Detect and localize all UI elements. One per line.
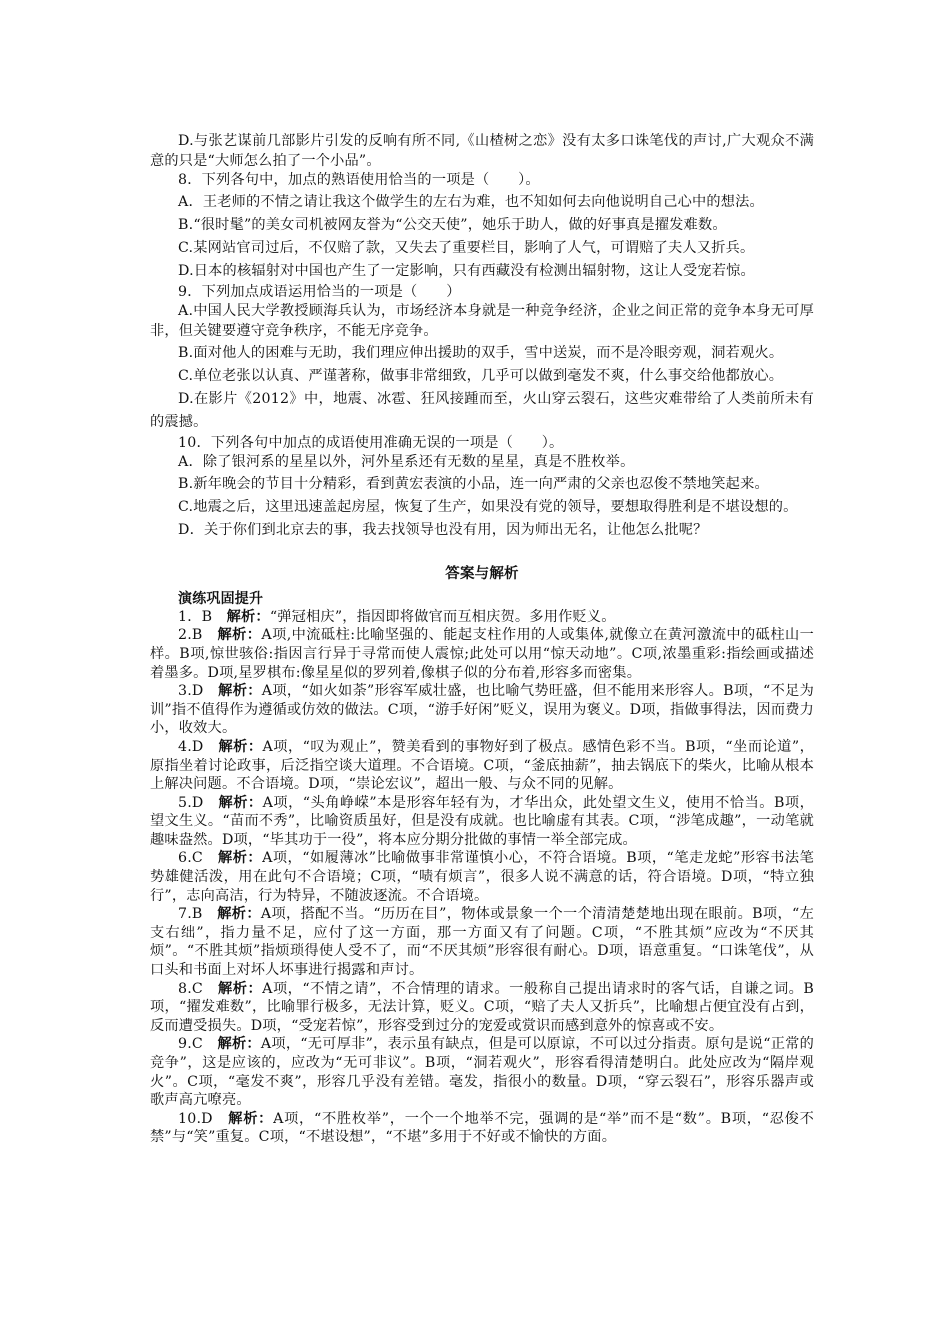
answer-text: A项，“如履薄冰”比喻做事非常谨慎小心，不符合语境。B项，“笔走龙蛇”形容书法笔势雄健活泼，用在此句不合语境；C项，“啧有烦言”，很多人说不满意的话，符合语境。D项，“特立独行”，志向高洁，行为特异，不随波逐流。不合语境。 (150, 850, 814, 904)
answer-label: 解析： (218, 683, 262, 700)
answers-subheading: 演练巩固提升 (178, 590, 264, 607)
answer-text: A项，“不情之请”，不合情理的请求。一般称自己提出请求时的客气话，自谦之词。B项，“擢发难数”，比喻罪行极多，无法计算，贬义。C项，“赔了夫人又折兵”，比喻想占便宜没有占到，反而遭受损失。D项，“受宠若惊”，形容受到过分的宠爱或赏识而感到意外的惊喜或不安。 (150, 980, 814, 1034)
question-8-option-d: D.日本的核辐射对中国也产生了一定影响，只有西藏没有检测出辐射物，这让人受宠若惊。 (178, 262, 755, 279)
answer-text: A项,中流砥柱:比喻坚强的、能起支柱作用的人或集体,就像立在黄河激流中的砥柱山一样。B项,惊世骇俗:指因言行异于寻常而使人震惊;此处可以用“惊天动地”。C项,浓墨重彩:指绘画或描述着墨多。D项,星罗棋布:像星星似的罗列着,像棋子似的分布着,形容多而密集。 (150, 627, 814, 681)
answer-text: A项，“无可厚非”，表示虽有缺点，但是可以原谅，不可以过分指责。原句是说“正常的竞争”，这是应该的，应改为“无可非议”。B项，“洞若观火”，形容看得清楚明白。此处应改为“隔岸观火”。C项，“毫发不爽”，形容几乎没有差错。毫发，指很小的数量。D项，“穿云裂石”，形容乐器声或歌声高亢嘹亮。 (150, 1036, 815, 1109)
answer-text: A项，搭配不当。“历历在目”，物体或景象一个一个清清楚楚地出现在眼前。B项，“左支右绌”，指力量不足，应付了这一方面，那一方面又有了问题。C项，“不胜其烦”应改为“不厌其烦”。“不胜其烦”指烦琐得使人受不了，而“不厌其烦”形容很有耐心。D项，语意重复。“口诛笔伐”，从口头和书面上对坏人坏事进行揭露和声讨。 (150, 906, 814, 979)
question-8-option-c: C.某网站官司过后，不仅赔了款，又失去了重要栏目，影响了人气，可谓赔了夫人又折兵。 (178, 239, 755, 256)
answer-number: 6.C (178, 850, 218, 867)
answer-item (150, 905, 814, 979)
question-10-stem: 10．下列各句中加点的成语使用准确无误的一项是（ ）。 (178, 434, 564, 451)
answer-number: 5.D (178, 794, 219, 811)
answer-item (150, 980, 814, 1036)
answer-label: 解析： (218, 794, 263, 811)
answer-text: “弹冠相庆”，指因即将做官而互相庆贺。多用作贬义。 (269, 608, 616, 625)
answer-item (150, 738, 814, 794)
answer-item (150, 1110, 814, 1147)
answers-list (150, 608, 814, 1147)
answer-text: A项，“不胜枚举”，一个一个地举不完，强调的是“举”而不是“数”。B项，“忍俊不禁”与“笑”重复。C项，“不堪设想”，“不堪”多用于不好或不愉快的方面。 (150, 1110, 814, 1146)
answer-item (150, 1035, 814, 1109)
answer-label: 解析： (217, 1036, 261, 1053)
answer-item (150, 608, 814, 627)
question-8d-option: D.与张艺谋前几部影片引发的反响有所不同,《山楂树之恋》没有太多口诛笔伐的声讨,广大观众不满意的只是“大师怎么拍了一个小品”。 (150, 133, 814, 169)
answer-label: 解析： (228, 1110, 274, 1127)
answer-text: A项，“叹为观止”，赞美看到的事物好到了极点。感情色彩不当。B项，“坐而论道”，原指坐着讨论政事，后泛指空谈大道理。不合语境。C项，“釜底抽薪”，抽去锅底下的柴火，比喻从根本上解决问题。不合语境。D项，“崇论宏议”，超出一般、与众不同的见解。 (150, 738, 814, 793)
question-9-stem: 9．下列加点成语运用恰当的一项是（ ） (178, 283, 461, 300)
answer-number: 4.D (178, 738, 219, 755)
answer-label: 解析： (218, 738, 263, 755)
question-9-option-c: C.单位老张以认真、严谨著称，做事非常细致，几乎可以做到毫发不爽，什么事交给他都放心。 (178, 367, 784, 384)
answer-item (150, 626, 814, 682)
answer-text: A项，“头角峥嵘”本是形容年轻有为，才华出众，此处望文生义，使用不恰当。B项，望文生义。“苗而不秀”，比喻资质虽好，但是没有成就。也比喻虚有其表。C项，“涉笔成趣”，一动笔就趣味盎然。D项，“毕其功于一役”，将本应分期分批做的事情一举全部完成。 (150, 794, 815, 848)
answer-number: 8.C (178, 980, 219, 997)
answer-number: 1．B (178, 608, 227, 625)
question-9-option-d: D.在影片《2012》中，地震、冰雹、狂风接踵而至，火山穿云裂石，这些灾难带给了人类前所未有的震撼。 (150, 390, 814, 430)
answer-label: 解析： (217, 906, 261, 923)
answer-number: 3.D (178, 683, 219, 700)
answers-heading: 答案与解析 (445, 565, 519, 582)
answer-label: 解析： (226, 608, 270, 625)
question-8-option-a: A．王老师的不情之请让我这个做学生的左右为难，也不知如何去向他说明自己心中的想法。 (178, 193, 764, 210)
answer-label: 解析： (217, 627, 262, 644)
document-body (150, 132, 814, 1147)
answer-item (150, 794, 814, 850)
question-9-option-b: B.面对他人的困难与无助，我们理应伸出援助的双手，雪中送炭，而不是冷眼旁观，洞若观火。 (178, 344, 784, 361)
answer-label: 解析： (218, 850, 263, 867)
answer-item (150, 849, 814, 905)
question-8-stem: 8．下列各句中，加点的熟语使用恰当的一项是（ ）。 (178, 172, 540, 189)
answer-number: 10.D (178, 1110, 229, 1127)
question-10-option-a: A．除了银河系的星星以外，河外星系还有无数的星星，真是不胜枚举。 (178, 454, 635, 471)
answer-number: 9.C (178, 1036, 218, 1053)
answer-number: 2.B (178, 627, 218, 644)
answer-label: 解析： (218, 980, 263, 997)
question-9-option-a: A.中国人民大学教授顾海兵认为，市场经济本身就是一种竞争经济，企业之间正常的竞争本身无可厚非，但关键要遵守竞争秩序，不能无序竞争。 (150, 303, 814, 339)
answer-text: A项，“如火如荼”形容军威壮盛，也比喻气势旺盛，但不能用来形容人。B项，“不足为训”指不值得作为遵循或仿效的做法。C项，“游手好闲”贬义，误用为褒义。D项，指做事得法，因而费力小，收效大。 (150, 683, 814, 737)
question-8-option-b: B.“很时髦”的美女司机被网友誉为“公交天使”，她乐于助人，做的好事真是擢发难数。 (178, 216, 727, 233)
question-10-option-b: B.新年晚会的节目十分精彩，看到黄宏表演的小品，连一向严肃的父亲也忍俊不禁地笑起来。 (178, 475, 769, 492)
question-10-option-c: C.地震之后，这里迅速盖起房屋，恢复了生产，如果没有党的领导，要想取得胜利是不堪设想的。 (178, 498, 798, 515)
question-10-option-d: D．关于你们到北京去的事，我去找领导也没有用，因为师出无名，让他怎么批呢？ (178, 521, 708, 538)
answer-number: 7.B (178, 906, 218, 923)
answer-item (150, 682, 814, 738)
